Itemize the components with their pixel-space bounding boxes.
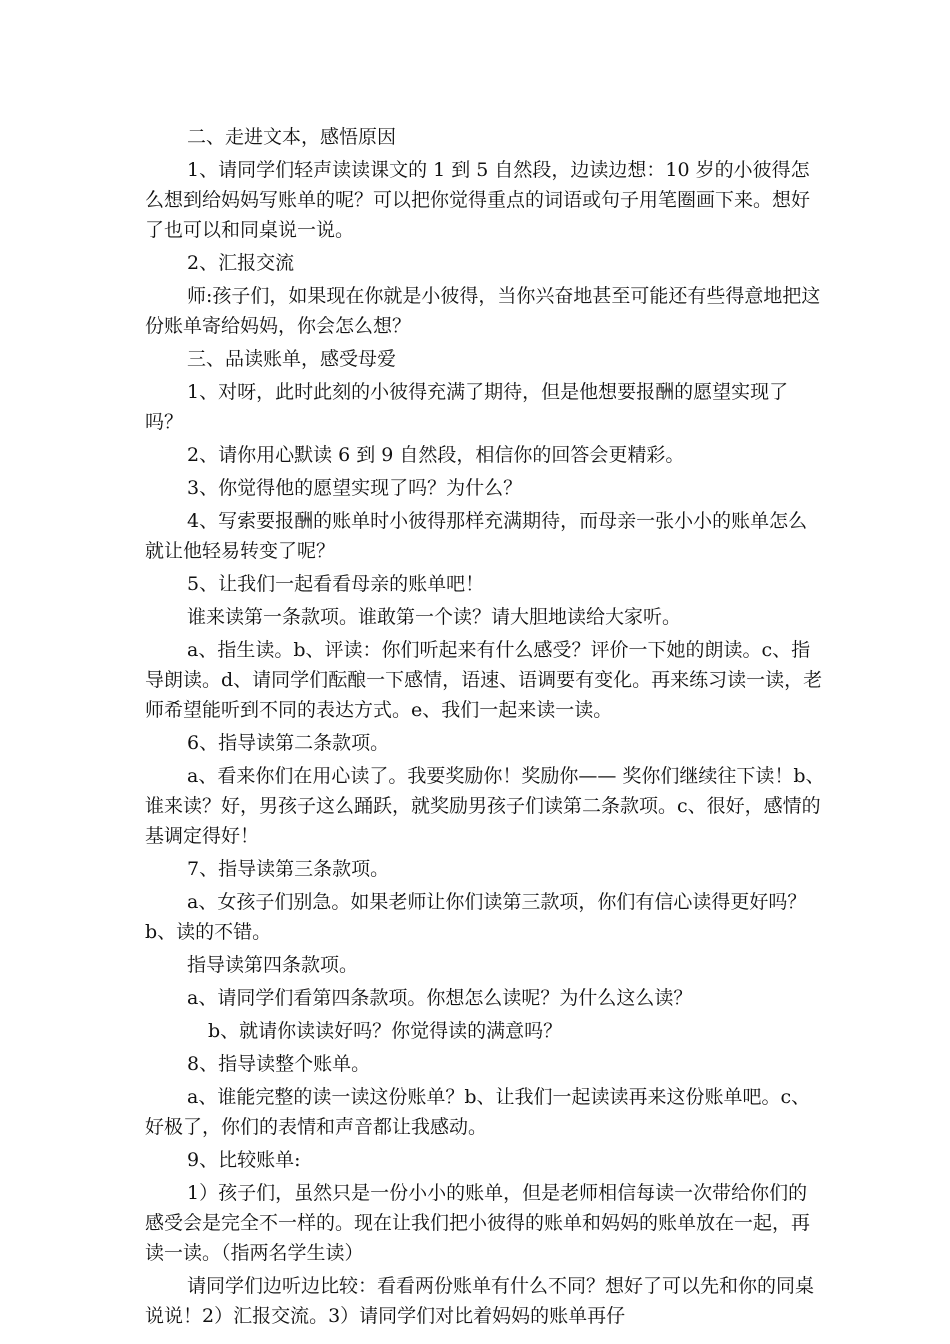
paragraph: 师:孩子们，如果现在你就是小彼得，当你兴奋地甚至可能还有些得意地把这份账单寄给妈妈，你会怎么想？ [145,285,821,337]
paragraph: 请同学们边听边比较：看看两份账单有什么不同？想好了可以先和你的同桌说说！2）汇报交流。3）请同学们对比着妈妈的账单再仔 [145,1275,815,1327]
paragraph: 6、指导读第二条款项。 [187,732,390,754]
paragraph: 2、请你用心默读 6 到 9 自然段，相信你的回答会更精彩。 [187,444,685,466]
paragraph: 谁来读第一条款项。谁敢第一个读？请大胆地读给大家听。 [187,606,682,628]
paragraph: a、指生读。b、评读：你们听起来有什么感受？评价一下她的朗读。c、指导朗读。d、请同学们酝酿一下感情，语速、语调要有变化。再来练习读一读，老师希望能听到不同的表达方式。e、我们一起来读一读。 [145,639,823,721]
paragraph: 指导读第四条款项。 [187,954,359,976]
paragraph: 8、指导读整个账单。 [187,1053,371,1075]
paragraph: a、谁能完整的读一读这份账单？b、让我们一起读读再来这份账单吧。c、好极了，你们的表情和声音都让我感动。 [145,1086,811,1138]
paragraph: a、看来你们在用心读了。我要奖励你！奖励你—— 奖你们继续往下读！b、谁来读？好，男孩子这么踊跃，就奖励男孩子们读第二条款项。c、很好，感情的基调定得好！ [145,765,825,847]
paragraph: 4、写索要报酬的账单时小彼得那样充满期待，而母亲一张小小的账单怎么就让他轻易转变了呢？ [145,510,808,562]
document-body [145,122,825,1334]
paragraph: 5、让我们一起看看母亲的账单吧！ [187,573,485,595]
paragraph: 2、汇报交流 [187,252,295,274]
paragraph: 1、对呀，此时此刻的小彼得充满了期待，但是他想要报酬的愿望实现了吗？ [145,381,789,433]
paragraph: b、就请你读读好吗？你觉得读的满意吗？ [208,1020,563,1042]
paragraph: 9、比较账单: [187,1149,301,1171]
section-heading: 三、品读账单，感受母爱 [187,348,397,370]
paragraph: a、请同学们看第四条款项。你想怎么读呢？为什么这么读？ [187,987,693,1009]
paragraph: 3、你觉得他的愿望实现了吗？为什么？ [187,477,523,499]
paragraph: 1、请同学们轻声读读课文的 1 到 5 自然段，边读边想：10 岁的小彼得怎么想到给妈妈写账单的呢？可以把你觉得重点的词语或句子用笔圈画下来。想好了也可以和同桌说一说。 [145,159,811,241]
paragraph: 1）孩子们，虽然只是一份小小的账单，但是老师相信每读一次带给你们的感受会是完全不一样的。现在让我们把小彼得的账单和妈妈的账单放在一起，再读一读。（指两名学生读） [145,1182,811,1264]
paragraph: a、女孩子们别急。如果老师让你们读第三款项，你们有信心读得更好吗？b、读的不错。 [145,891,807,943]
paragraph: 7、指导读第三条款项。 [187,858,390,880]
section-heading: 二、走进文本，感悟原因 [187,126,397,148]
